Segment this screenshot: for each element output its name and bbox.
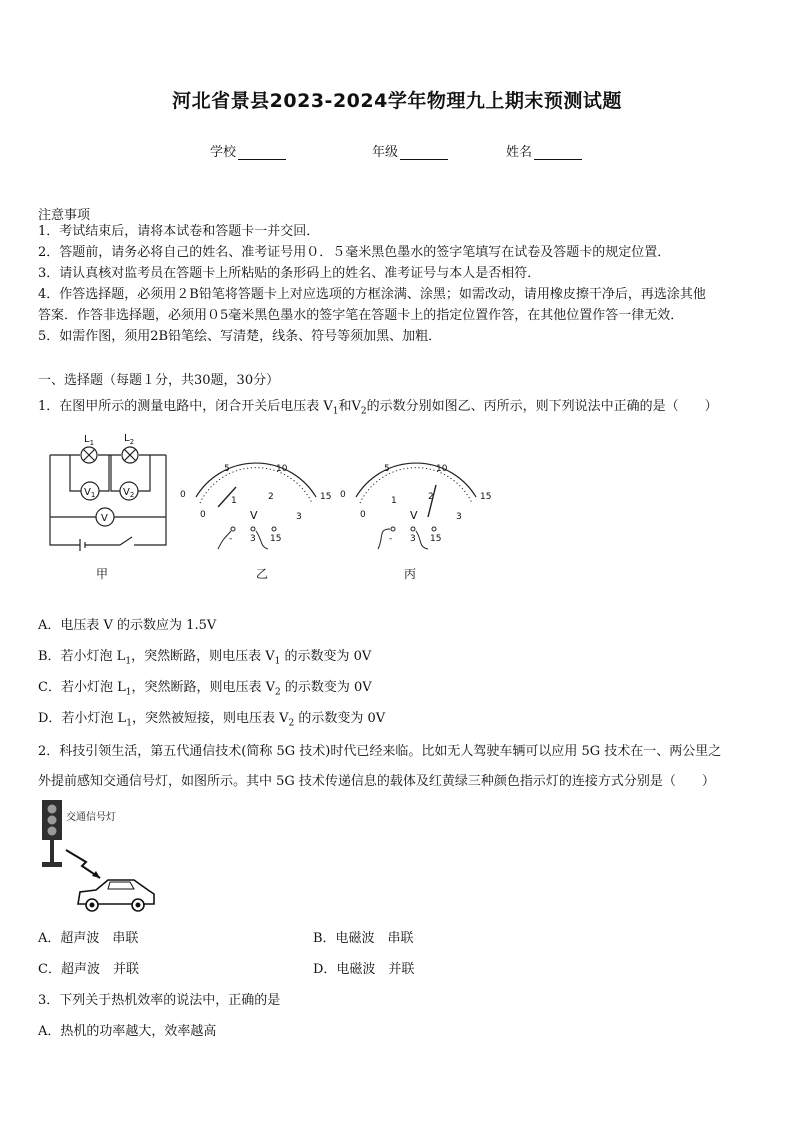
- svg-text:3: 3: [456, 512, 462, 522]
- svg-text:0: 0: [360, 510, 366, 520]
- note-item: 2．答题前，请务必将自己的姓名、准考证号用０．５毫米黑色墨水的签字笔填写在试卷及答题卡的规定位置．: [38, 245, 671, 260]
- question-1-option-b: B．若小灯泡 $L_1$，突然断路，则电压表 $V_1$ 的示数变为 0V: [38, 649, 372, 667]
- svg-text:15: 15: [320, 492, 332, 502]
- traffic-light-figure: [38, 796, 168, 918]
- question-1-option-c: C．若小灯泡 $L_1$，突然断路，则电压表 $V_2$ 的示数变为 0V: [38, 680, 372, 698]
- note-item: 1．考试结束后，请将本试卷和答题卡一并交回．: [38, 224, 320, 239]
- question-1-option-a: A．电压表 V 的示数应为 1.5V: [38, 618, 217, 633]
- section-heading: 一、选择题（每题１分，共30题，30分）: [38, 373, 280, 388]
- grade-blank: [400, 145, 448, 160]
- meter-bing: [340, 463, 491, 549]
- figure-yi-label: 乙: [256, 567, 269, 581]
- question-2-stem-line1: 2．科技引领生活，第五代通信技术(简称 5G 技术)时代已经来临。比如无人驾驶车辆可以应用 5G 技术在一、两公里之: [38, 744, 722, 759]
- grade-label: 年级: [372, 145, 399, 160]
- voltmeter-V2-label: $V_2$: [123, 487, 135, 499]
- svg-text:15: 15: [430, 534, 442, 544]
- name-label: 姓名: [506, 145, 533, 160]
- voltmeter-V1-label: $V_1$: [84, 487, 96, 499]
- svg-text:0: 0: [180, 490, 186, 500]
- question-1-option-d: D．若小灯泡 $L_1$，突然被短接，则电压表 $V_2$ 的示数变为 0V: [38, 711, 386, 729]
- svg-text:0: 0: [340, 490, 346, 500]
- question-1-figure: [38, 425, 508, 590]
- school-blank: [238, 145, 286, 160]
- svg-text:15: 15: [480, 492, 492, 502]
- svg-text:10: 10: [276, 464, 288, 474]
- svg-text:2: 2: [268, 492, 274, 502]
- svg-text:V: V: [410, 509, 418, 522]
- grade-field: [372, 141, 448, 160]
- name-blank: [534, 145, 582, 160]
- name-field: [506, 141, 582, 160]
- figure-bing-label: 丙: [404, 567, 417, 581]
- note-item: 3．请认真核对监考员在答题卡上所粘贴的条形码上的姓名、准考证号与本人是否相符．: [38, 266, 541, 281]
- svg-text:15: 15: [270, 534, 282, 544]
- svg-text:2: 2: [428, 492, 434, 502]
- note-item: 答案．作答非选择题，必须用０5毫米黑色墨水的签字笔在答题卡上的指定位置作答，在其他位置作答一律无效．: [38, 308, 684, 323]
- lamp-L2-label: $L_2$: [124, 433, 135, 446]
- svg-text:5: 5: [384, 464, 390, 474]
- note-item: 4．作答选择题，必须用２B铅笔将答题卡上对应选项的方框涂满、涂黑；如需改动，请用橡皮擦干净后，再选涂其他: [38, 287, 706, 302]
- question-2-option-a: A．超声波 串联: [38, 931, 139, 946]
- notes-heading: 注意事项: [38, 208, 91, 223]
- school-field: [210, 141, 286, 160]
- question-1-stem: 1．在图甲所示的测量电路中，闭合开关后电压表 $V_1$和$V_2$的示数分别如图乙、丙所示，则下列说法中正确的是（ ）: [38, 399, 718, 417]
- figure-jia-label: 甲: [96, 567, 109, 581]
- lamp-L1-label: $L_1$: [84, 434, 95, 447]
- svg-text:3: 3: [250, 534, 256, 544]
- question-3-option-a: A．热机的功率越大，效率越高: [38, 1024, 217, 1039]
- svg-text:-: -: [229, 534, 233, 544]
- question-2-option-d: D．电磁波 并联: [313, 962, 415, 977]
- question-2-option-b: B．电磁波 串联: [313, 931, 414, 946]
- svg-text:0: 0: [200, 510, 206, 520]
- school-label: 学校: [210, 145, 237, 160]
- svg-text:1: 1: [391, 496, 397, 506]
- note-item: 5．如需作图，须用2B铅笔绘、写清楚，线条、符号等须加黑、加粗．: [38, 329, 442, 344]
- svg-text:3: 3: [296, 512, 302, 522]
- page-title: 河北省景县2023-2024学年物理九上期末预测试题: [172, 90, 622, 112]
- svg-text:V: V: [250, 509, 258, 522]
- voltmeter-V-label: V: [101, 513, 108, 524]
- question-2-stem-line2: 外提前感知交通信号灯，如图所示。其中 5G 技术传递信息的载体及红黄绿三种颜色指示灯的连接方式分别是（ ）: [38, 774, 715, 789]
- meter-yi: [180, 463, 331, 549]
- svg-text:10: 10: [436, 464, 448, 474]
- svg-text:5: 5: [224, 464, 230, 474]
- traffic-light-label: 交通信号灯: [66, 812, 116, 823]
- car-icon: [78, 880, 154, 911]
- question-3-stem: 3．下列关于热机效率的说法中，正确的是: [38, 993, 281, 1008]
- svg-text:1: 1: [231, 496, 237, 506]
- question-2-option-c: C．超声波 并联: [38, 962, 139, 977]
- svg-text:-: -: [389, 534, 393, 544]
- svg-text:3: 3: [410, 534, 416, 544]
